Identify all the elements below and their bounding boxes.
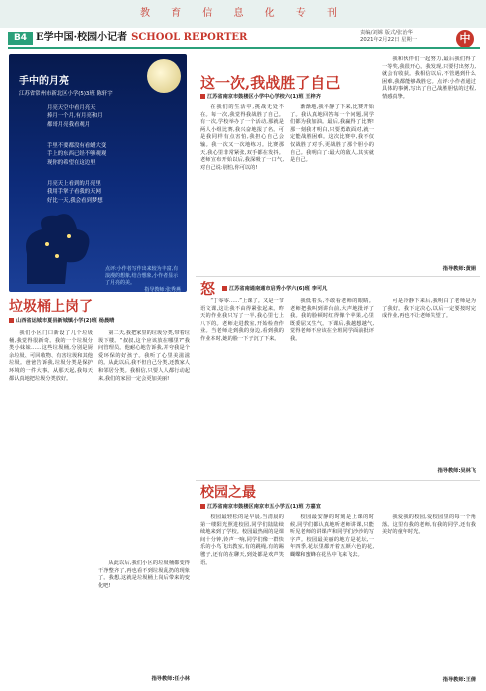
byline-text: 江苏省南通南通市启秀小学六(6)班 李可凡	[229, 286, 328, 292]
page-number-badge: B4	[8, 32, 33, 45]
date-line: 2021年2月22日 星期一	[360, 37, 418, 43]
square-bullet-icon	[9, 318, 14, 323]
article-column: 可是冷静下来后,我明白了老师是为了我好。我下定决心,以后一定要按时完成作业,再也不让老师失望了。	[382, 298, 476, 320]
article-sign: 指导教师:任小林	[151, 676, 190, 682]
article-column: 在我们的生活中,挑战无处不在。每一次,我觉得我战胜了自己。有一次,学校举办了一个活动,那就是两人小组比赛,我兴奋地报了名。可是我同样有点害怕,我担心自己会输。我一次又一次地练习。比赛那天,我心里非常紧张,双手都在发抖。老师宣布开始以后,我深吸了一口气,对自己说:别怕,你可以的!	[200, 104, 284, 171]
moon-title: 手中的月亮	[19, 76, 69, 87]
article-column: 第二天,我把家里的垃圾分类,带着垃圾下楼。“叔叔,这个应该放在哪里?”我问管理员。他耐心地告诉我,并夸我是个爱环保的好孩子。我听了心里美滋滋的。从此以后,我不但自己分类,还教家人和邻居分类。我相信,只要人人都行动起来,我们的家园一定会更加美丽!	[98, 330, 190, 382]
article-byline-campus	[200, 504, 321, 511]
header-rule	[8, 47, 480, 49]
article-column: 从此以后,我们小区的垃圾桶都变得干净整齐了,再也看不到垃圾乱扔的现象了。我想,这就是垃圾桶上岗后带来的变化吧!	[98, 560, 190, 589]
editor-line: 责编/刘嫦 版式/张治华	[360, 30, 413, 36]
section-divider	[196, 276, 480, 277]
poem-line: 都哥月亮我看观月	[47, 121, 91, 128]
poem-stanza-1	[47, 104, 103, 129]
article-column: 我和伙伴们一起努力,最后我们得了一等奖,我很开心。我发现,只要付出努力,就会有收获。我相信以后,不管遇到什么困难,我都能够战胜它。点评:小作者通过具体的事例,写出了自己战胜胆怯的过程,情感真挚。	[382, 56, 476, 100]
poem-line: 月亮天空中看月亮天	[47, 105, 96, 111]
poem-line: 现你的希望在这边里	[47, 159, 96, 166]
article-column: 校园最轻松的是早晨,当清晨的第一缕阳光照进校园,同学们陆陆续续地来到了学校。校园最热闹的是课间十分钟,铃声一响,同学们像一群快乐的小鸟飞出教室,有的跳绳,有的踢毽子,还有的在聊天,到处都是欢声笑语。	[200, 514, 284, 566]
poem-line: 捧月一个月,有月亮和月	[47, 113, 103, 120]
comment-text: 点评:小作者写作出来较为丰富,有浪漫的想象,结合想象,小作者显示了月亮的美。	[105, 266, 179, 286]
poem-line: 手上的东西已经不够观观	[47, 151, 107, 158]
poem-line: 手里不要都没有看蜡大变	[47, 143, 107, 149]
article-column: 我低着头,不敢看老师的眼睛。老师把我叫到讲台前,大声地批评了我。我的脸顿时红得像个苹果,心里既委屈又生气。下课后,我越想越气,觉得老师不应该在全班同学面前批评我。	[290, 298, 374, 342]
article-column: 校园最安静的时刻是上课的时候,同学们都认真地听老师讲课,只能听见老师的讲课声和同学们沙沙的写字声。校园最美丽的地方是花坛,一年四季,花坛里都开着五颜六色的花,蝴蝶和蜜蜂在花丛中飞来飞去。	[290, 514, 374, 558]
article-title-victory: 这一次,我战胜了自己	[200, 74, 341, 92]
moon-byline: 江苏省常州市新北区小学(5)3班 陈轩宇	[19, 91, 113, 97]
byline-text: 江苏省南京市鼓楼区南京市五小学五(1)班 方嘉宜	[207, 504, 321, 510]
newspaper-logo-icon: 中	[456, 30, 474, 48]
article-title-trashcan: 垃圾桶上岗了	[9, 299, 93, 315]
square-bullet-icon	[200, 504, 205, 509]
article-title-anger: 怒	[200, 280, 216, 298]
paper-title-en: SCHOOL REPORTER	[131, 32, 248, 43]
article-byline-anger	[222, 286, 327, 293]
poem-comment	[105, 266, 181, 292]
paper-title-cn: E学中国·校园小记者	[36, 32, 128, 43]
article-sign: 指导教师:王倩	[442, 677, 476, 683]
byline-text: 山西省运城市夏县新城镇小学(2)班 杨晨晴	[16, 318, 115, 324]
section-divider	[196, 480, 480, 481]
poem-stanza-2	[47, 142, 106, 167]
article-sign: 指导教师:黄娟	[442, 266, 476, 272]
square-bullet-icon	[200, 94, 205, 99]
moon-poster	[9, 54, 187, 292]
poem-line: 好比一天,我会看到梦想	[47, 197, 103, 204]
square-bullet-icon	[222, 286, 227, 291]
byline-text: 江苏省南京市鼓楼区小学中心学校六(1)班 王梓齐	[207, 94, 321, 100]
editor-info	[360, 30, 417, 44]
paper-title	[36, 30, 247, 46]
article-column: 我爱我的校园,爱校园里的每一个角落。这里有我的老师,有我的同学,还有我美好的童年时光。	[382, 514, 476, 536]
poem-stanza-3	[47, 180, 103, 205]
article-column: 渐渐地,我平静了下来,比赛开始了。我认真地回答每一个问题,同学们都为我加油。最后,我赢得了比赛!那一刻我才明白,只要勇敢面对,就一定能战胜困难。这次比赛中,我不仅仅战胜了对手,更战胜了那个胆小的自己。我明白了:最大的敌人,其实就是自己。	[290, 104, 374, 164]
article-byline-victory	[200, 94, 321, 101]
article-column: 我们小区门口新设了几个垃圾桶,我觉得很新奇。我的一个垃圾分类小妹妹……这些垃圾桶,分别是厨余垃圾、可回收物、有害垃圾和其他垃圾。爸爸告诉我,垃圾分类是保护环境的一件大事。从那天起,我每天都认真地把垃圾分类放好。	[9, 330, 93, 382]
article-column: “丁零零……”上课了。又是一节语文课,这让我不由得紧张起来。昨天的作业我只写了一半,我心里七上八下的。老师走进教室,开始检查作业。当老师走到我的身边,看到我的作业本时,她的脸一下子沉了下来。	[200, 298, 284, 342]
article-title-campus: 校园之最	[200, 485, 256, 501]
article-sign: 指导教师:吴林飞	[437, 468, 476, 474]
comment-sign: 指导教师:张秀燕	[144, 287, 181, 292]
column-title: 教 育 信 息 化 专 刊	[139, 8, 347, 19]
poem-line: 月亮天上看到的月亮里	[47, 181, 101, 187]
moon-icon	[147, 59, 181, 93]
article-byline-trashcan	[9, 318, 114, 325]
poem-line: 我用手掌子看我的天网	[47, 189, 101, 196]
tree-silhouette-icon	[17, 204, 97, 284]
